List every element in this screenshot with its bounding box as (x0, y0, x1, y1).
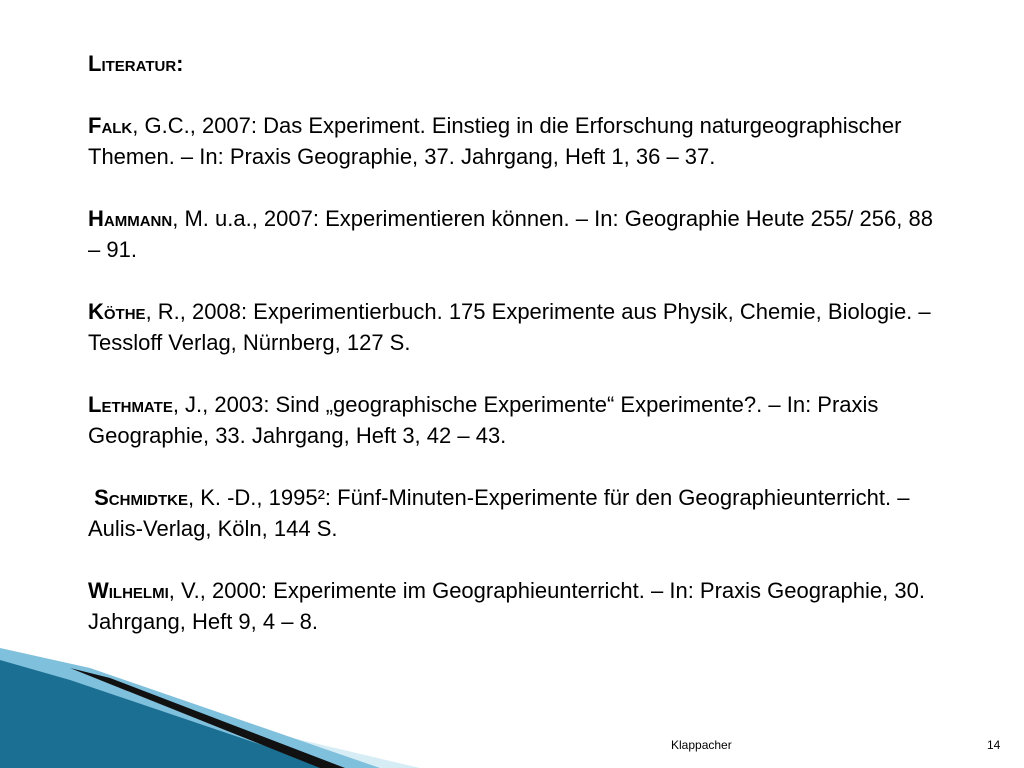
reference-author: Schmidtke (94, 485, 188, 510)
reference-entry (88, 482, 938, 544)
reference-author: Falk (88, 113, 133, 138)
reference-entry (88, 389, 938, 451)
reference-author: Köthe (88, 299, 146, 324)
reference-entry (88, 296, 938, 358)
reference-text: , R., 2008: Experimentierbuch. 175 Experimente aus Physik, Chemie, Biologie. – Tessloff Verlag, Nürnberg, 127 S. (88, 299, 931, 355)
reference-entry (88, 575, 938, 637)
reference-author: Wilhelmi (88, 578, 169, 603)
bibliography-heading: Literatur: (88, 51, 184, 76)
bibliography (88, 48, 938, 668)
reference-text: , K. -D., 1995²: Fünf-Minuten-Experimente für den Geographieunterricht. – Aulis-Verlag, Köln, 144 S. (88, 485, 910, 541)
reference-entry (88, 110, 938, 172)
page-number: 14 (987, 738, 1001, 752)
reference-text: , J., 2003: Sind „geographische Experimente“ Experimente?. – In: Praxis Geographie, 33. Jahrgang, Heft 3, 42 – 43. (88, 392, 879, 448)
reference-text: , V., 2000: Experimente im Geographieunterricht. – In: Praxis Geographie, 30. Jahrgang, Heft 9, 4 – 8. (88, 578, 925, 634)
reference-author: Lethmate (88, 392, 173, 417)
reference-entry (88, 203, 938, 265)
reference-text: , M. u.a., 2007: Experimentieren können. – In: Geographie Heute 255/ 256, 88 – 91. (88, 206, 933, 262)
reference-author: Hammann (88, 206, 173, 231)
reference-text: , G.C., 2007: Das Experiment. Einstieg in die Erforschung naturgeographischer Themen. – In: Praxis Geographie, 37. Jahrgang, Heft 1, 36 – 37. (88, 113, 902, 169)
footer-presenter: Klappacher (671, 738, 732, 752)
